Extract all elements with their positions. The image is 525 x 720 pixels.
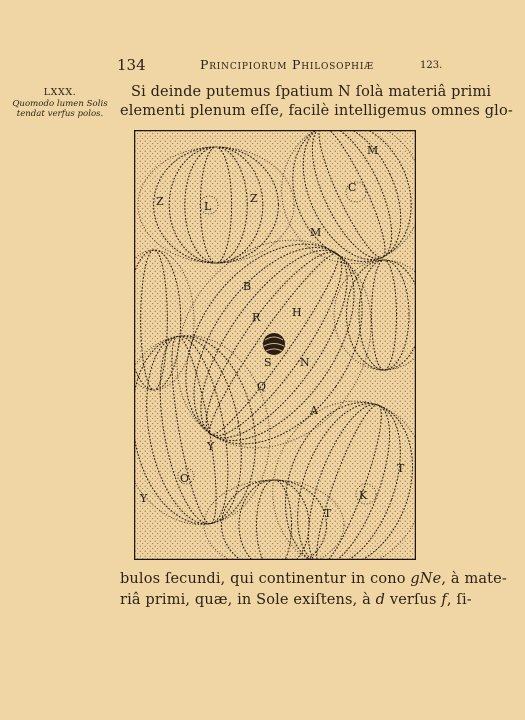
article-number: LXXX. bbox=[43, 87, 77, 98]
text-line-1: Si deinde putemus ſpatium N ſolà materiâ primi bbox=[131, 84, 492, 100]
figure-label-n: N bbox=[300, 356, 310, 369]
line3-part-a: bulos ſecundi, qui continentur in cono bbox=[120, 571, 411, 587]
running-title: Principiorum Philosophiæ bbox=[200, 57, 374, 72]
margin-note bbox=[10, 88, 110, 119]
figure-label-t: T bbox=[324, 507, 332, 520]
line4-part-a: riâ primi, quæ, in Sole exiſtens, à bbox=[120, 592, 376, 608]
figure-label-h: H bbox=[292, 306, 302, 319]
figure-label-s: S bbox=[264, 356, 272, 369]
text-line-2: elementi plenum eſſe, facilè intelligemus omnes glo- bbox=[120, 103, 513, 119]
text-line-4 bbox=[120, 592, 472, 608]
figure-label-o: O bbox=[180, 472, 190, 485]
point-f-label: f bbox=[441, 592, 447, 608]
text-line-3 bbox=[120, 571, 507, 587]
vortex-diagram bbox=[134, 130, 416, 560]
sun-body bbox=[263, 333, 285, 355]
line4-part-c: , ſi- bbox=[446, 592, 472, 608]
figure-label-y: Y bbox=[207, 440, 215, 453]
figure-label-m: M bbox=[310, 226, 322, 239]
line3-part-b: , à mate- bbox=[441, 571, 507, 587]
figure-label-c: C bbox=[348, 181, 357, 194]
cone-label: gNe bbox=[410, 571, 442, 587]
line4-part-b: verſus bbox=[385, 592, 442, 608]
figure-label-z: Z bbox=[250, 192, 258, 205]
figure-label-b: B bbox=[243, 280, 252, 293]
figure-label-z: Z bbox=[156, 195, 164, 208]
figure-label-a: A bbox=[310, 404, 318, 417]
page-number: 134 bbox=[117, 56, 146, 74]
vortex-figure bbox=[134, 130, 416, 560]
figure-label-q: Q bbox=[257, 380, 267, 393]
figure-label-r: R bbox=[252, 311, 261, 324]
figure-label-t: T bbox=[397, 462, 405, 475]
section-number: 123. bbox=[420, 60, 443, 71]
figure-label-k: K bbox=[359, 489, 368, 502]
figure-label-l: L bbox=[204, 200, 212, 213]
margin-gloss: Quomodo lumen Solis tendat verfus polos. bbox=[12, 99, 108, 119]
figure-label-y: Y bbox=[140, 492, 148, 505]
point-d-label: d bbox=[375, 592, 386, 608]
figure-label-m: M bbox=[367, 144, 379, 157]
